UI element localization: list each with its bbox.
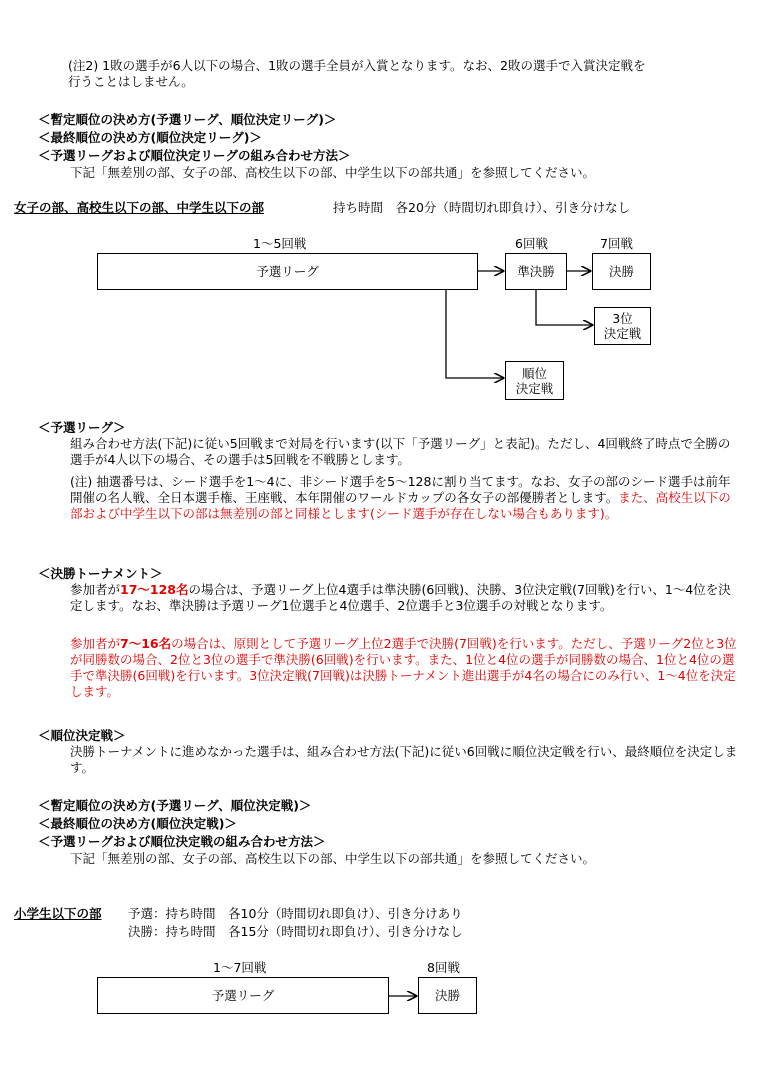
arrow-prelim-to-rank [446,290,503,378]
heading-pairing-method: ＜予選リーグおよび順位決定リーグの組み合わせ方法＞ [38,148,351,163]
box-third-place: 3位 決定戦 [594,307,651,345]
division2-title: 小学生以下の部 [14,906,102,921]
label-round-6: 6回戦 [515,236,548,251]
rank-match-body: 決勝トーナメントに進めなかった選手は、組み合わせ方法(下記)に従い6回戦に順位決定戦を行い、最終順位を決定します。 [70,744,738,775]
heading-final-rank: ＜最終順位の決め方(順位決定リーグ)＞ [38,130,262,145]
label-round-8: 8回戦 [427,960,460,975]
final-tournament-p2: 参加者が7～16名の場合は、原則として予選リーグ上位2選手で決勝(7回戦)を行います。ただし、予選リーグ2位と3位が同勝数の場合、2位と3位の選手で準決勝(6回戦)を行います。また、1位と4位の選手が同勝数の場合、1位と4位の選手で準決勝(6回戦)を行います。3位決定戦(7回戦)は決勝トーナメント進出選手が4名の場合にのみ行い、1～4位を決定します。 [70,636,737,699]
division-title: 女子の部、高校生以下の部、中学生以下の部 [14,200,265,215]
arrow-semifinal-to-third [536,289,592,325]
label-round-7: 7回戦 [600,236,633,251]
label-rounds-1-5: 1～5回戦 [253,236,307,251]
label-rounds-1-7: 1～7回戦 [213,960,267,975]
reference-text: 下記「無差別の部、女子の部、高校生以下の部、中学生以下の部共通」を参照してください。 [70,165,596,180]
box-semifinal: 準決勝 [505,253,567,290]
time-control-prelim: 予選：持ち時間 各10分（時間切れ即負け）、引き分けあり [128,906,463,921]
note2-line1: (注2) 1敗の選手が6人以下の場合、1敗の選手全員が入賞となります。なお、2敗の選手で入賞決定戦を [68,58,646,73]
final-tournament-p1: 参加者が17～128名の場合は、予選リーグ上位4選手は準決勝(6回戦)、決勝、3位決定戦(7回戦)を行い、1～4位を決定します。なお、準決勝は予選リーグ1位選手と4位選手、2位選手と3位選手の対戦となります。 [70,582,731,613]
prelim-note: (注) 抽選番号は、シード選手を1～4に、非シード選手を5～128に割り当てます。なお、女子の部のシード選手は前年開催の名人戦、全日本選手権、王座戦、本年開催のワールドカップの各女子の部優勝者とします。また、高校生以下の部および中学生以下の部は無差別の部と同様とします(シード選手が存在しない場合もあります)。 [70,474,731,521]
heading-final-rank-2: ＜最終順位の決め方(順位決定戦)＞ [38,816,237,831]
reference-text-2: 下記「無差別の部、女子の部、高校生以下の部、中学生以下の部共通」を参照してください。 [70,851,596,866]
heading-pairing-method-2: ＜予選リーグおよび順位決定戦の組み合わせ方法＞ [38,834,326,849]
heading-prelim-league: ＜予選リーグ＞ [38,420,126,435]
heading-final-tournament: ＜決勝トーナメント＞ [38,566,163,581]
box-prelim-league: 予選リーグ [97,253,478,290]
box-final-2: 決勝 [418,977,477,1014]
box-rank-decision: 順位 決定戦 [505,361,564,400]
heading-provisional-rank: ＜暫定順位の決め方(予選リーグ、順位決定リーグ)＞ [38,112,337,127]
time-control: 持ち時間 各20分（時間切れ即負け）、引き分けなし [333,200,631,215]
prelim-body: 組み合わせ方法(下記)に従い5回戦まで対局を行います(以下「予選リーグ」と表記)。ただし、4回戦終了時点で全勝の選手が4人以下の場合、その選手は5回戦を不戦勝とします。 [70,436,731,467]
box-final: 決勝 [592,253,651,290]
time-control-final: 決勝：持ち時間 各15分（時間切れ即負け）、引き分けなし [128,924,463,939]
box-prelim-league-2: 予選リーグ [97,977,389,1014]
note2-line2: 行うことはしません。 [68,74,194,89]
heading-rank-match: ＜順位決定戦＞ [38,728,126,743]
heading-provisional-rank-2: ＜暫定順位の決め方(予選リーグ、順位決定戦)＞ [38,798,312,813]
